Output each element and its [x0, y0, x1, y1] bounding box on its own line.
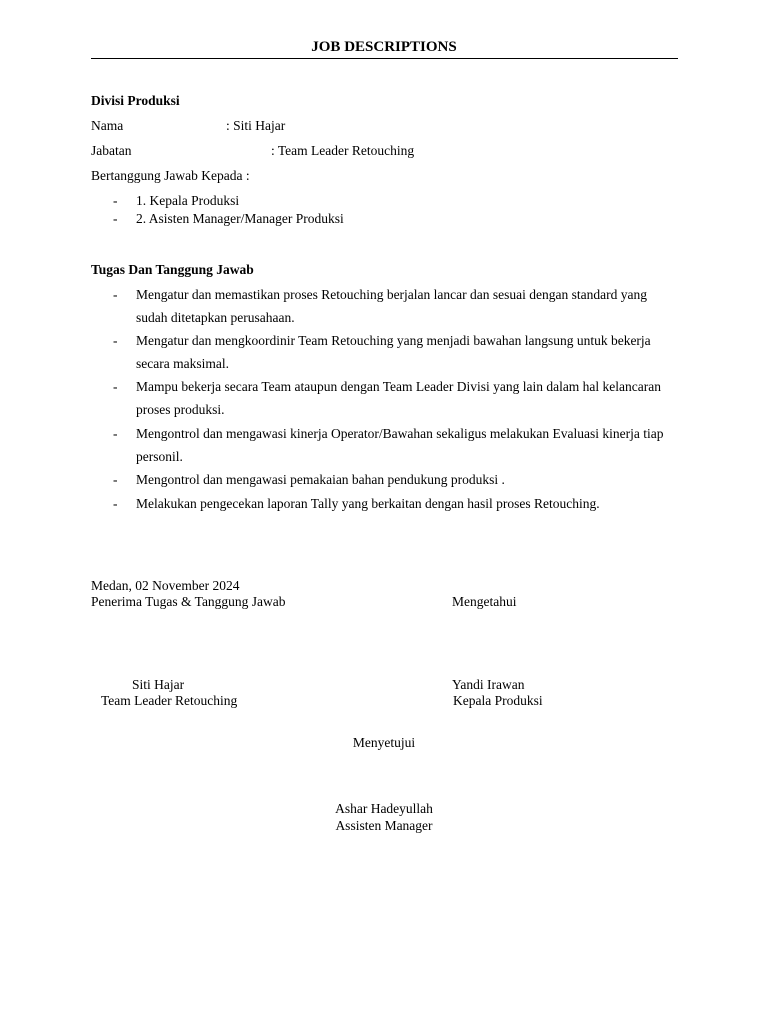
acknowledger-name: Yandi Irawan	[452, 677, 525, 692]
acknowledger-title: Kepala Produksi	[453, 693, 543, 708]
title-divider	[91, 58, 678, 59]
division-heading: Divisi Produksi	[91, 93, 180, 108]
recipient-name: Siti Hajar	[132, 677, 185, 692]
document-title: JOB DESCRIPTIONS	[311, 39, 457, 55]
approver-title: Assisten Manager	[335, 818, 433, 833]
reports-to-label: Bertanggung Jawab Kepada :	[91, 168, 250, 183]
position-label: Jabatan	[91, 143, 132, 158]
name-value: : Siti Hajar	[226, 118, 286, 133]
list-item: Mengatur dan memastikan proses Retouching berjalan lancar dan sesuai dengan standard yang sudah ditetapkan perusahaan.	[136, 287, 647, 325]
list-bullet: -	[113, 193, 118, 208]
approved-label: Menyetujui	[352, 735, 416, 750]
recipient-label: Penerima Tugas & Tanggung Jawab	[91, 594, 286, 609]
list-item: Melakukan pengecekan laporan Tally yang berkaitan dengan hasil proses Retouching.	[136, 496, 600, 511]
place-date: Medan, 02 November 2024	[91, 578, 240, 593]
duties-heading: Tugas Dan Tanggung Jawab	[91, 262, 254, 277]
name-label: Nama	[91, 118, 124, 133]
recipient-title: Team Leader Retouching	[101, 693, 238, 708]
list-bullet: -	[113, 379, 118, 394]
list-item: Mampu bekerja secara Team ataupun dengan Team Leader Divisi yang lain dalam hal kelancaran proses produksi.	[136, 379, 662, 417]
list-item: Mengatur dan mengkoordinir Team Retouching yang menjadi bawahan langsung untuk bekerja secara maksimal.	[136, 333, 651, 371]
position-value: : Team Leader Retouching	[271, 143, 415, 158]
list-bullet: -	[113, 211, 118, 226]
acknowledged-label: Mengetahui	[452, 594, 517, 609]
list-item: Mengontrol dan mengawasi kinerja Operator/Bawahan sekaligus melakukan Evaluasi kinerja tiap personil.	[136, 426, 664, 464]
list-bullet: -	[113, 287, 118, 302]
approver-name: Ashar Hadeyullah	[335, 801, 433, 816]
list-bullet: -	[113, 333, 118, 348]
list-item: Mengontrol dan mengawasi pemakaian bahan pendukung produksi .	[136, 472, 505, 487]
list-bullet: -	[113, 472, 118, 487]
list-bullet: -	[113, 496, 118, 511]
list-item: 1. Kepala Produksi	[136, 193, 240, 208]
list-item: 2. Asisten Manager/Manager Produksi	[136, 211, 344, 226]
list-bullet: -	[113, 426, 118, 441]
